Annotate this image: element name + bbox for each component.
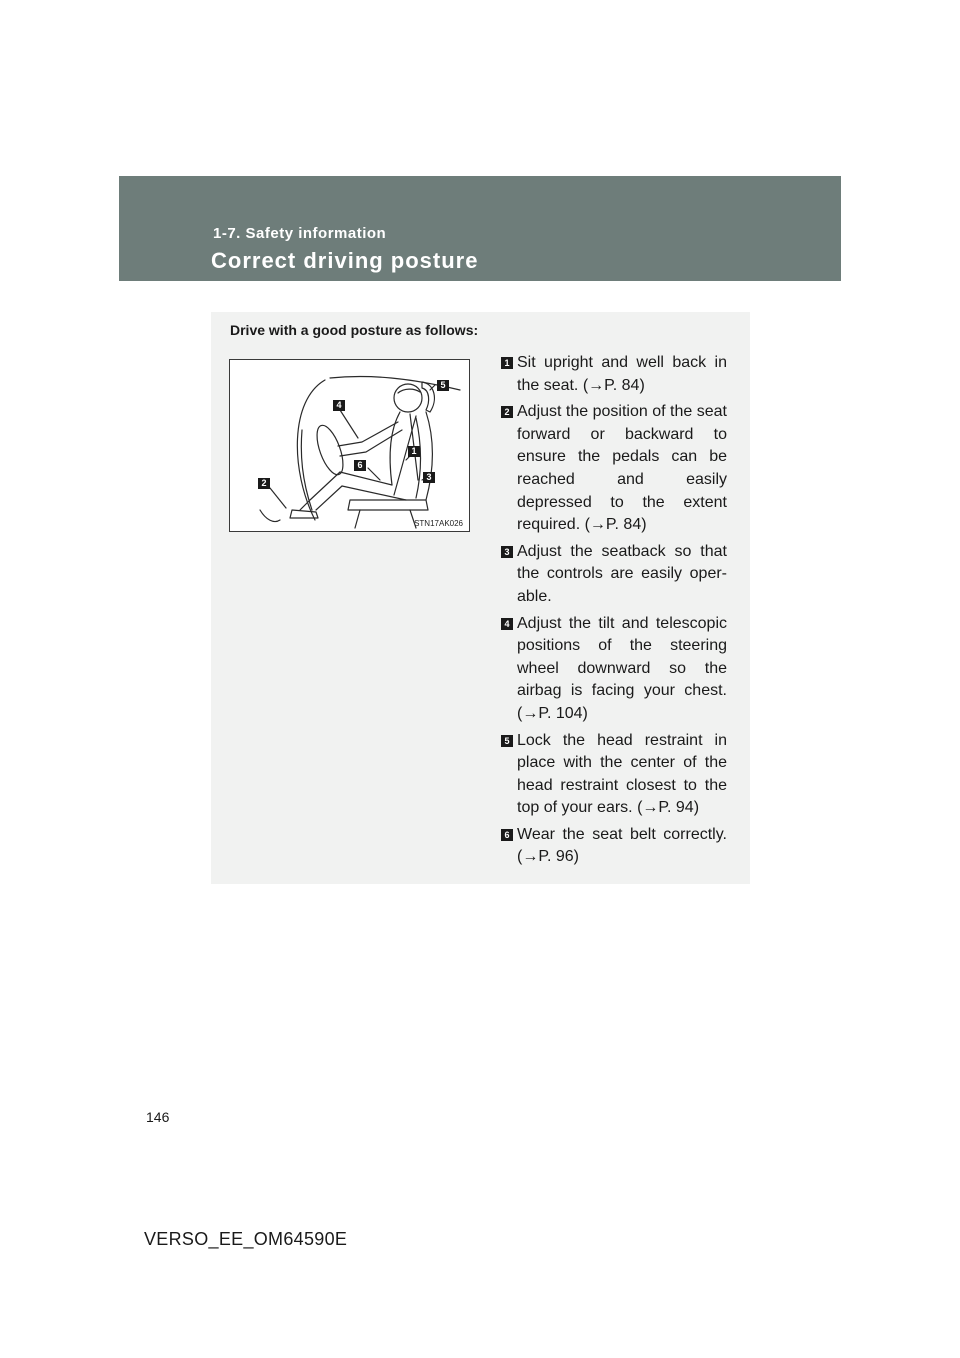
callout-marker-5: 5 — [437, 380, 449, 391]
driver-head — [394, 384, 422, 412]
item-text: Sit upright and well back in the seat. (→P. 84) — [517, 354, 727, 394]
item-number-marker: 4 — [501, 618, 513, 630]
item-number-marker: 2 — [501, 406, 513, 418]
callout-marker-2: 2 — [258, 478, 270, 489]
item-text: Wear the seat belt correctly. (→P. 96) — [517, 825, 727, 866]
pedal-line — [260, 510, 280, 522]
section-label: 1-7. Safety information — [213, 225, 387, 242]
steering-wheel-shape — [312, 422, 349, 478]
list-item — [501, 613, 727, 726]
page-number: 146 — [146, 1109, 170, 1125]
item-text: Adjust the position of the seat forward or backward to ensure the pedals can be reached and easily depressed to the extent required. (→P. 84) — [517, 403, 727, 534]
page-title: Correct driving posture — [211, 248, 479, 273]
callout-marker-4: 4 — [333, 400, 345, 411]
list-item — [501, 541, 727, 609]
callout-marker-3: 3 — [423, 472, 435, 483]
item-text: Lock the head restraint in place with the center of the head restraint closest to the top of your ears. (→P. 94) — [517, 731, 727, 817]
header-band — [119, 176, 841, 281]
driving-posture-illustration — [229, 359, 470, 532]
list-item — [501, 352, 727, 397]
instruction-list — [501, 352, 727, 873]
driver-seat-drawing — [230, 360, 469, 531]
item-number-marker: 5 — [501, 735, 513, 747]
item-number-marker: 3 — [501, 546, 513, 558]
item-text: Adjust the seatback so that the controls are easily oper-able. — [517, 542, 727, 605]
figure-code: STN17AK026 — [414, 519, 463, 528]
callout-marker-6: 6 — [354, 460, 366, 471]
seatback-line — [426, 412, 432, 500]
list-item — [501, 401, 727, 537]
item-text: Adjust the tilt and telescopic positions of the steering wheel downward so the airbag is facing your chest. (→P. 104) — [517, 614, 727, 722]
document-code: VERSO_EE_OM64590E — [144, 1229, 348, 1249]
list-item — [501, 730, 727, 820]
content-box — [211, 312, 750, 884]
item-number-marker: 6 — [501, 829, 513, 841]
intro-text: Drive with a good posture as follows: — [230, 322, 479, 338]
list-item — [501, 824, 727, 869]
item-number-marker: 1 — [501, 357, 513, 369]
callout-marker-1: 1 — [408, 446, 420, 457]
